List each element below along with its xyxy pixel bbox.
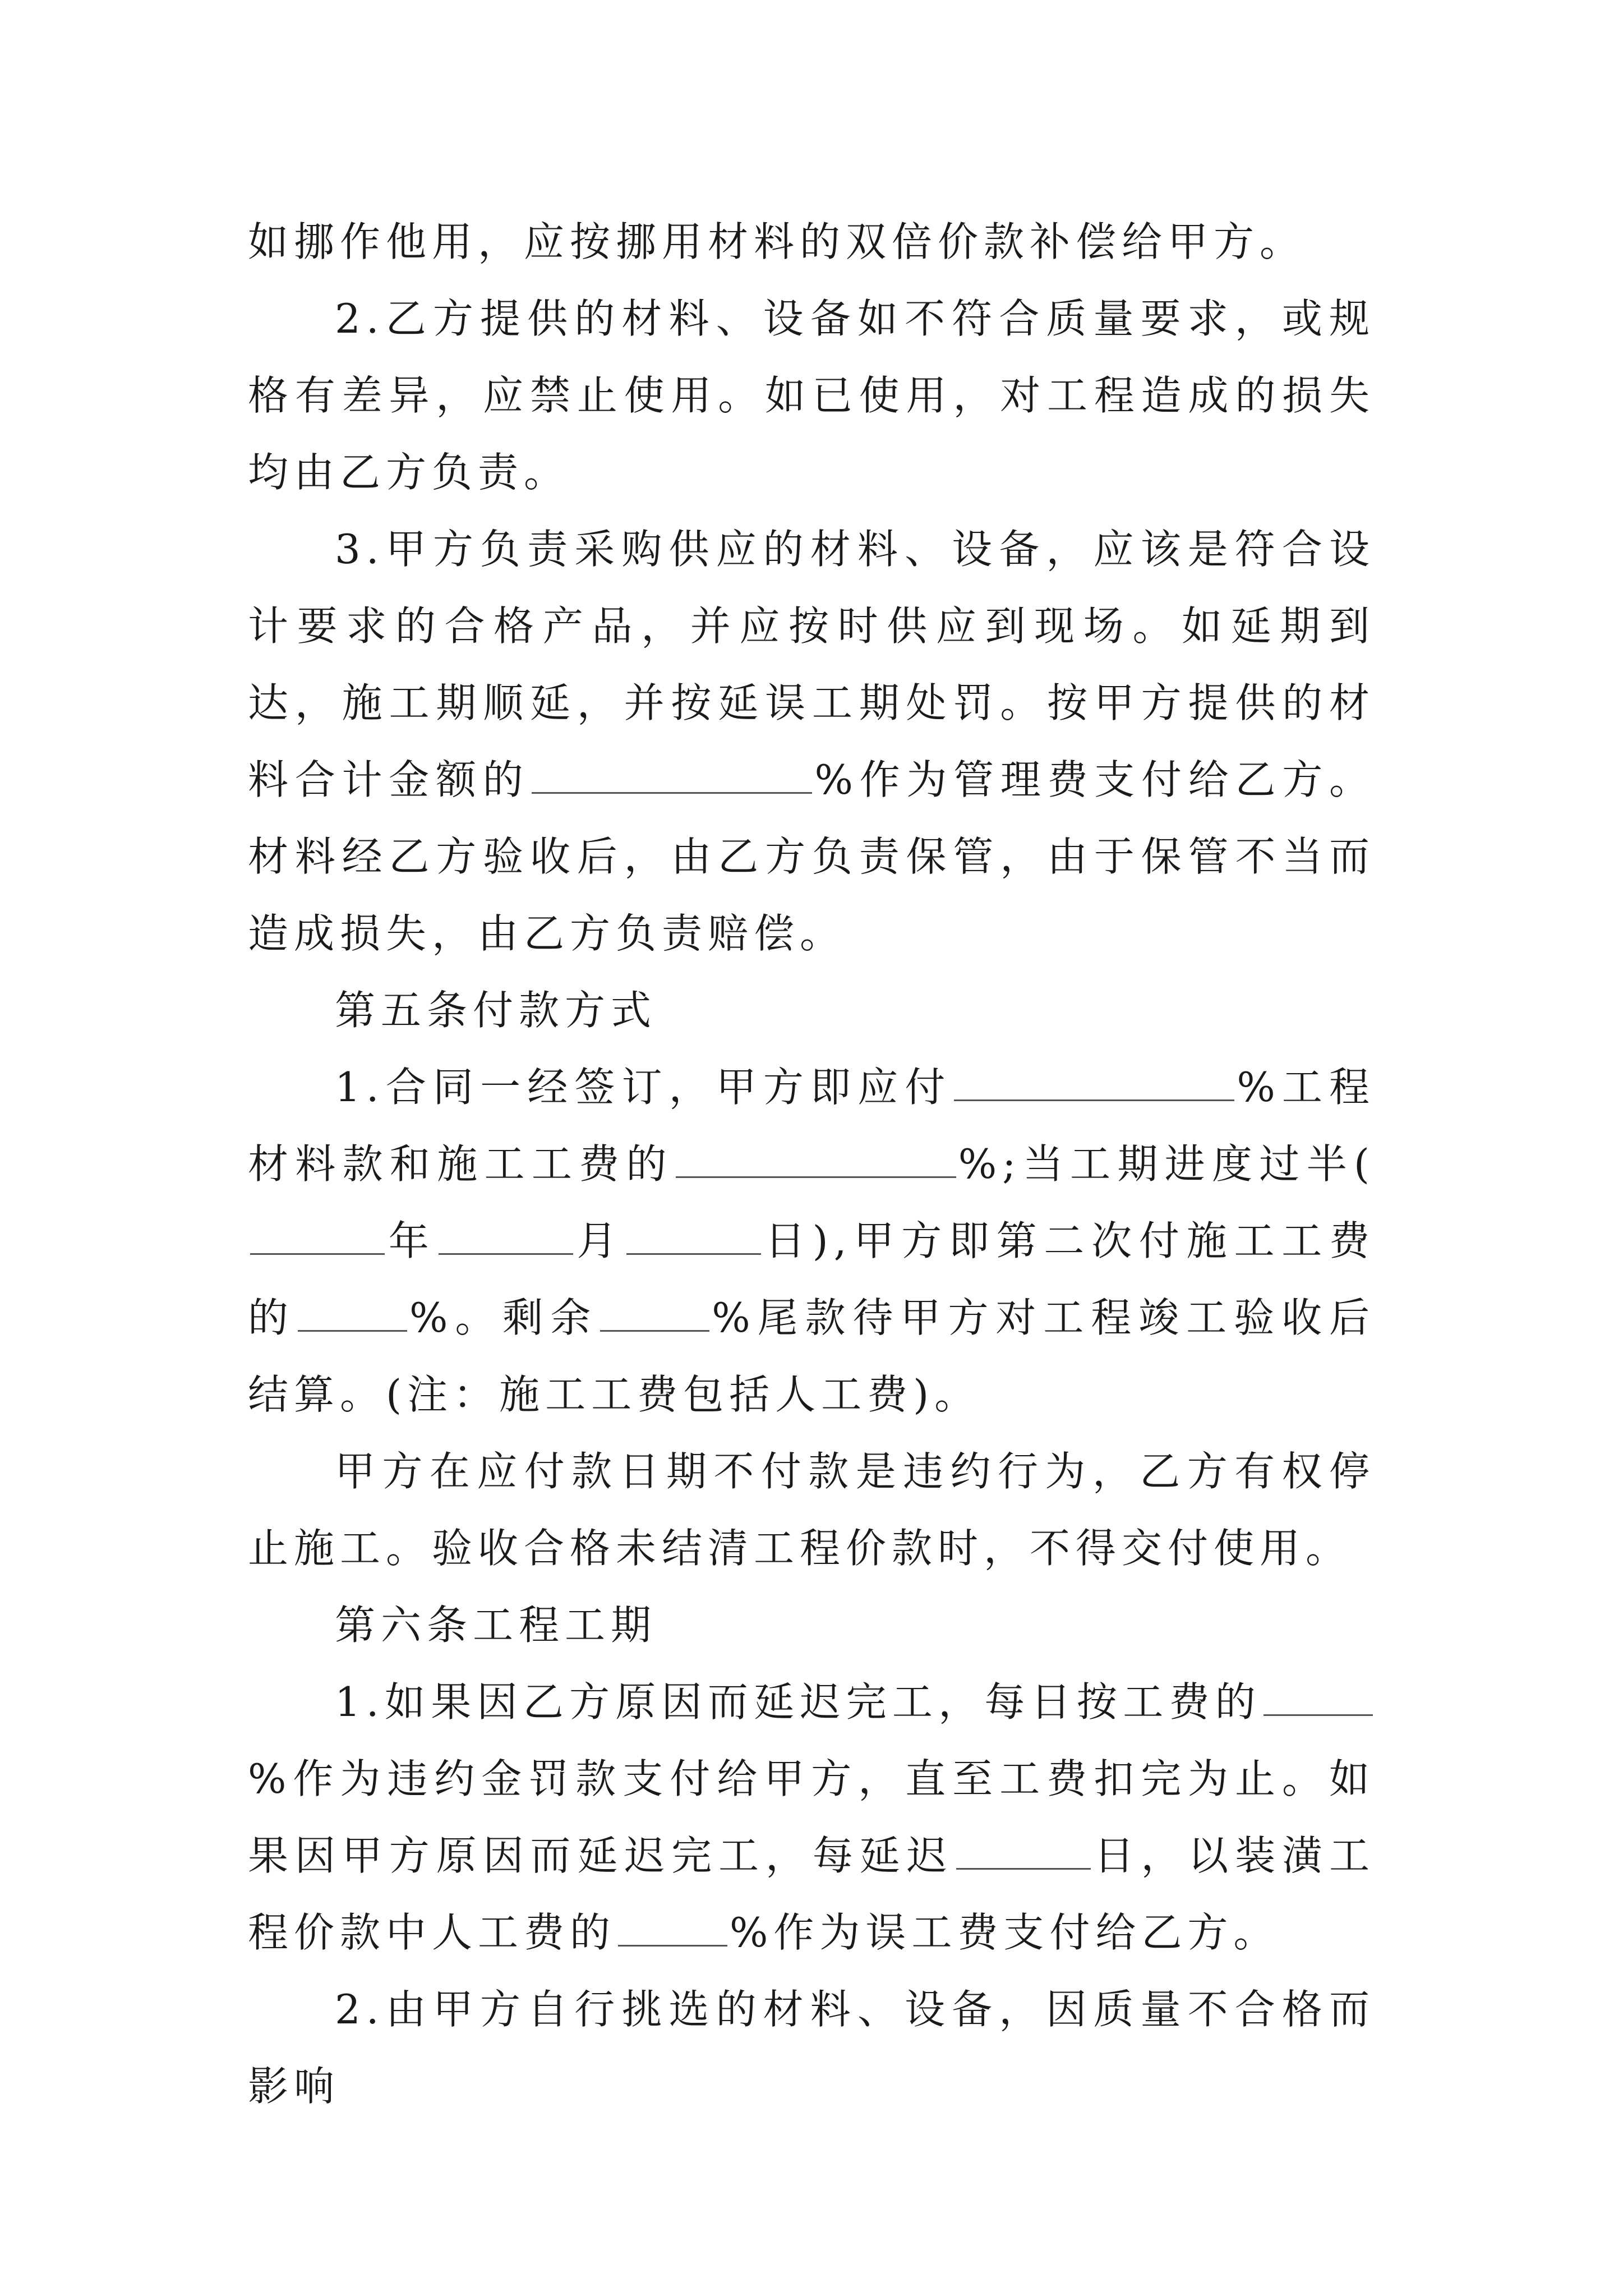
paragraph-text: 如挪作他用，应按挪用材料的双倍价款补偿给甲方。 bbox=[248, 218, 1306, 265]
paragraph-text: 日，以装潢工程价款中人工费的 bbox=[248, 1832, 1375, 1956]
management-fee-percent-blank bbox=[532, 758, 812, 794]
paragraph-delay-penalty bbox=[248, 1664, 1375, 1971]
paragraph-text: 2.由甲方自行挑选的材料、设备，因质量不合格而影响 bbox=[248, 1986, 1375, 2110]
year-blank bbox=[250, 1220, 385, 1255]
paragraph-text: 月 bbox=[575, 1217, 625, 1264]
daily-penalty-percent-blank bbox=[1264, 1681, 1373, 1716]
paragraph-payment-schedule bbox=[248, 1049, 1375, 1433]
paragraph-owner-procurement bbox=[248, 511, 1375, 972]
paragraph-text: %尾款待甲方对工程竣工验收后结算。(注：施工工费包括人工费)。 bbox=[248, 1294, 1375, 1418]
paragraph-text: 1.如果因乙方原因而延迟完工，每日按工费的 bbox=[335, 1678, 1261, 1726]
paragraph-misuse-compensation bbox=[248, 204, 1375, 280]
paragraph-text: 2.乙方提供的材料、设备如不符合质量要求，或规格有差异，应禁止使用。如已使用，对工程造成的损失均由乙方负责。 bbox=[248, 295, 1375, 496]
month-blank bbox=[439, 1220, 573, 1255]
paragraph-text: %;当工期进度过半( bbox=[958, 1140, 1375, 1188]
paragraph-text: %作为误工费支付给乙方。 bbox=[730, 1909, 1280, 1956]
heading-text: 第六条工程工期 bbox=[335, 1602, 657, 1649]
document-body bbox=[248, 204, 1375, 2125]
heading-text: 第五条付款方式 bbox=[335, 987, 657, 1034]
paragraph-text: 1.合同一经签订，甲方即应付 bbox=[335, 1064, 952, 1111]
remaining-percent-blank bbox=[600, 1296, 709, 1332]
paragraph-text: %工程材料款和施工工费的 bbox=[248, 1064, 1375, 1188]
delay-days-blank bbox=[956, 1834, 1091, 1870]
paragraph-text: 甲方在应付款日期不付款是违约行为，乙方有权停止施工。验收合格未结清工程价款时，不得交付使用。 bbox=[248, 1448, 1375, 1572]
paragraph-text: %。剩余 bbox=[409, 1294, 598, 1341]
day-blank bbox=[626, 1220, 761, 1255]
paragraph-text: %作为管理费支付给乙方。材料经乙方验收后，由乙方负责保管，由于保管不当而造成损失，由乙方负责赔偿。 bbox=[248, 756, 1375, 957]
heading-article-5 bbox=[248, 972, 1375, 1049]
paragraph-late-payment bbox=[248, 1433, 1375, 1587]
heading-article-6 bbox=[248, 1587, 1375, 1664]
labor-cost-percent-blank bbox=[618, 1911, 727, 1947]
second-payment-percent-blank bbox=[298, 1296, 407, 1332]
paragraph-supplier-materials-quality bbox=[248, 280, 1375, 511]
paragraph-text: 3.甲方负责采购供应的材料、设备，应该是符合设计要求的合格产品，并应按时供应到现场。如延期到达，施工期顺延，并按延误工期处罚。按甲方提供的材料合计金额的 bbox=[248, 526, 1375, 803]
paragraph-text: %作为违约金罚款支付给甲方，直至工费扣完为止。如果因甲方原因而延迟完工，每延迟 bbox=[248, 1755, 1375, 1879]
initial-materials-percent-blank bbox=[954, 1066, 1234, 1101]
paragraph-text: 日),甲方即第二次付施工工费的 bbox=[248, 1217, 1375, 1341]
paragraph-text: 年 bbox=[387, 1217, 436, 1264]
initial-labor-percent-blank bbox=[676, 1143, 956, 1178]
paragraph-owner-selected-materials bbox=[248, 1971, 1375, 2125]
